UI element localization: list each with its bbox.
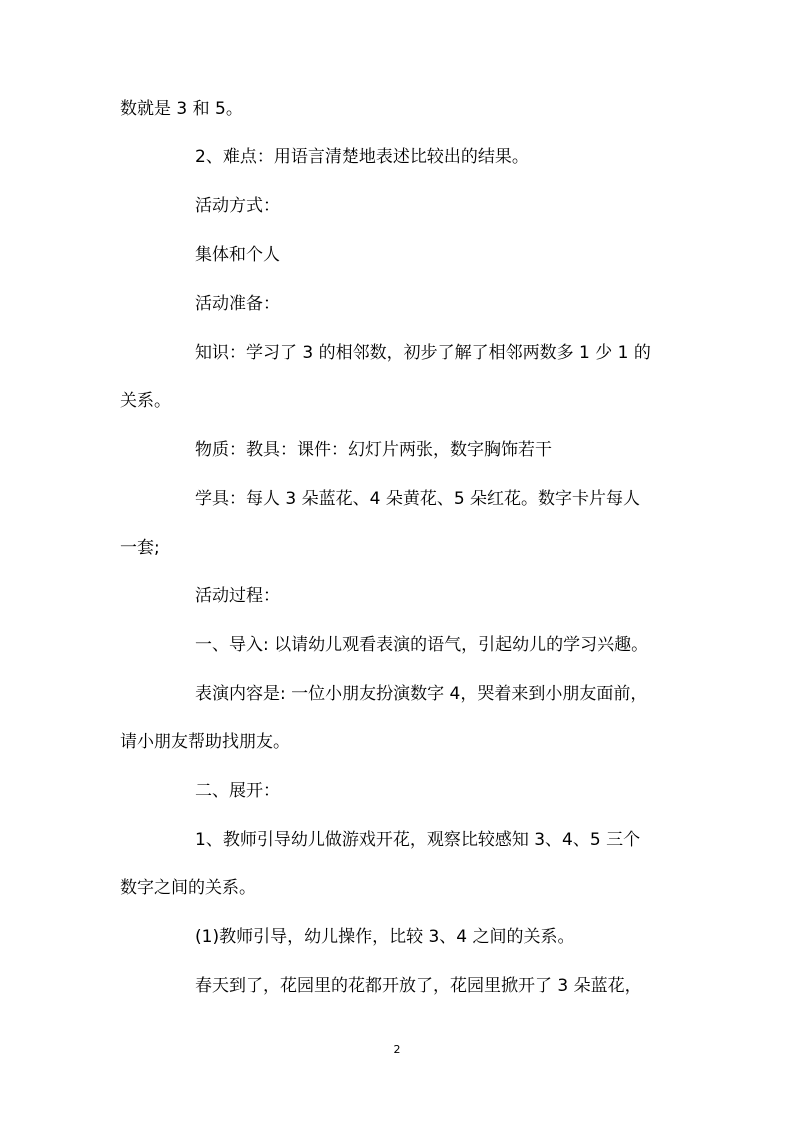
text-line: 2、难点：用语言清楚地表述比较出的结果。 [195, 147, 529, 167]
text-line: 表演内容是: 一位小朋友扮演数字 4，哭着来到小朋友面前， [195, 684, 648, 704]
text-line: 春天到了，花园里的花都开放了，花园里掀开了 3 朵蓝花， [195, 976, 642, 996]
section-heading: 活动过程： [195, 586, 280, 606]
text-line: 1、教师引导幼儿做游戏开花，观察比较感知 3、4、5 三个 [195, 830, 641, 850]
text-line: 物质：教具：课件：幻灯片两张，数字胸饰若干 [195, 440, 552, 460]
text-line: 学具：每人 3 朵蓝花、4 朵黄花、5 朵红花。数字卡片每人 [195, 489, 641, 509]
section-heading: 活动准备： [195, 294, 280, 314]
text-line: 数就是 3 和 5。 [120, 99, 243, 119]
section-heading: 活动方式： [195, 196, 280, 216]
text-line: 集体和个人 [195, 245, 280, 265]
section-heading: 二、展开： [195, 781, 280, 801]
text-line: 一、导入: 以请幼儿观看表演的语气，引起幼儿的学习兴趣。 [195, 635, 649, 655]
text-line: 请小朋友帮助找朋友。 [120, 732, 290, 752]
text-line: 数字之间的关系。 [120, 878, 256, 898]
text-line: (1)教师引导，幼儿操作，比较 3、4 之间的关系。 [195, 927, 575, 947]
text-line: 一套; [120, 538, 160, 558]
page-number: 2 [393, 1043, 401, 1056]
text-line: 知识：学习了 3 的相邻数，初步了解了相邻两数多 1 少 1 的 [195, 343, 651, 363]
text-line: 关系。 [120, 391, 171, 411]
